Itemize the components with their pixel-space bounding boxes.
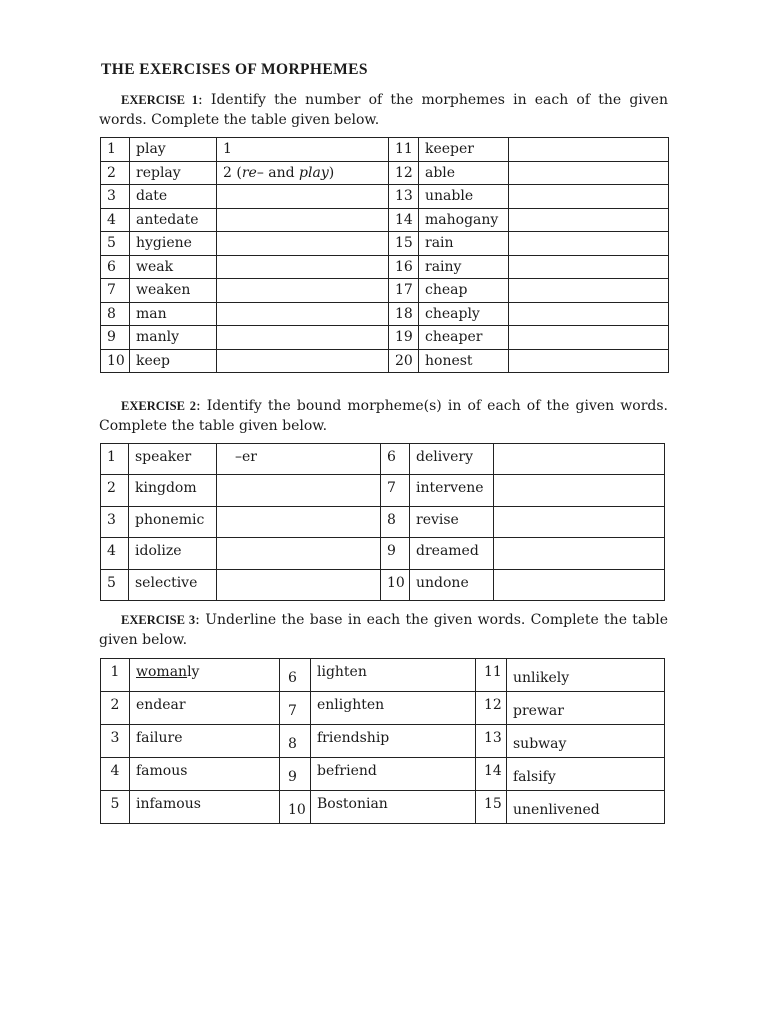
- row-number: 17: [389, 279, 419, 303]
- page-title: THE EXERCISES OF MORPHEMES: [101, 61, 368, 78]
- answer-cell: [494, 569, 665, 600]
- answer-cell: [509, 326, 669, 350]
- row-number: 4: [101, 758, 130, 791]
- exercise1-table: [100, 137, 669, 373]
- row-number: 16: [389, 255, 419, 279]
- word-cell: replay: [130, 161, 217, 185]
- word-cell: dreamed: [410, 538, 494, 569]
- answer-text: ): [328, 164, 335, 181]
- row-number: 7: [101, 279, 130, 303]
- word-cell: lighten: [311, 659, 476, 692]
- row-number: 20: [389, 349, 419, 373]
- answer-cell: [509, 161, 669, 185]
- answer-cell: [509, 279, 669, 303]
- row-number: 11: [389, 138, 419, 162]
- row-number: 5: [101, 569, 129, 600]
- table-row: [101, 232, 669, 256]
- row-number: 6: [101, 255, 130, 279]
- row-number: 8: [101, 302, 130, 326]
- row-number: 7: [280, 692, 311, 725]
- table-row: [101, 506, 665, 537]
- row-number: 10: [381, 569, 410, 600]
- answer-morpheme: re: [241, 164, 257, 181]
- row-number: 6: [280, 659, 311, 692]
- word-cell: enlighten: [311, 692, 476, 725]
- word-cell: failure: [130, 725, 280, 758]
- word-cell: revise: [410, 506, 494, 537]
- word-cell: speaker: [129, 444, 217, 475]
- word-cell: cheaply: [419, 302, 509, 326]
- row-number: 13: [389, 185, 419, 209]
- word-cell: keep: [130, 349, 217, 373]
- table-row: [101, 208, 669, 232]
- word-cell: falsify: [507, 758, 665, 791]
- row-number: 2: [101, 161, 130, 185]
- exercise3-instruction: [99, 610, 668, 650]
- table-row: [101, 692, 665, 725]
- table-row: [101, 349, 669, 373]
- word-cell: intervene: [410, 475, 494, 506]
- row-number: 2: [101, 692, 130, 725]
- word-cell: selective: [129, 569, 217, 600]
- answer-cell: [494, 538, 665, 569]
- word-cell: man: [130, 302, 217, 326]
- answer-cell: [509, 208, 669, 232]
- table-row: [101, 138, 669, 162]
- word-cell: prewar: [507, 692, 665, 725]
- row-number: 14: [389, 208, 419, 232]
- word-cell: delivery: [410, 444, 494, 475]
- row-number: 3: [101, 506, 129, 537]
- row-number: 4: [101, 538, 129, 569]
- row-number: 7: [381, 475, 410, 506]
- word-cell: able: [419, 161, 509, 185]
- exercise3-table: [100, 658, 665, 824]
- row-number: 1: [101, 138, 130, 162]
- word-cell: phonemic: [129, 506, 217, 537]
- answer-cell: [217, 475, 381, 506]
- answer-cell: [217, 255, 389, 279]
- answer-cell: [509, 232, 669, 256]
- answer-cell: [509, 349, 669, 373]
- word-suffix: ly: [187, 664, 200, 680]
- word-cell: friendship: [311, 725, 476, 758]
- answer-cell: [494, 506, 665, 537]
- word-cell: keeper: [419, 138, 509, 162]
- row-number: 14: [476, 758, 507, 791]
- exercise2-instruction: [99, 396, 668, 436]
- exercise1-label: EXERCISE 1: [121, 93, 199, 107]
- table-row: [101, 758, 665, 791]
- word-cell: undone: [410, 569, 494, 600]
- word-cell: weaken: [130, 279, 217, 303]
- row-number: 3: [101, 185, 130, 209]
- exercise3-label: EXERCISE 3: [121, 613, 196, 627]
- answer-count: 2 (: [223, 164, 242, 181]
- answer-cell: [217, 185, 389, 209]
- row-number: 11: [476, 659, 507, 692]
- answer-cell: [217, 161, 389, 185]
- answer-cell: 1: [217, 138, 389, 162]
- word-cell: unable: [419, 185, 509, 209]
- answer-cell: [509, 255, 669, 279]
- answer-cell: [217, 569, 381, 600]
- word-cell: cheaper: [419, 326, 509, 350]
- table-row: [101, 725, 665, 758]
- exercise3-text: : Underline the base in each the given words. Complete the table given below.: [99, 612, 668, 648]
- row-number: 9: [280, 758, 311, 791]
- answer-cell: [494, 475, 665, 506]
- word-cell: play: [130, 138, 217, 162]
- word-cell: [130, 659, 280, 692]
- table-row: [101, 255, 669, 279]
- row-number: 3: [101, 725, 130, 758]
- row-number: 8: [280, 725, 311, 758]
- row-number: 12: [389, 161, 419, 185]
- answer-cell: [217, 208, 389, 232]
- table-row: [101, 659, 665, 692]
- row-number: 8: [381, 506, 410, 537]
- answer-cell: [217, 279, 389, 303]
- answer-cell: [217, 506, 381, 537]
- answer-cell: [509, 185, 669, 209]
- word-cell: hygiene: [130, 232, 217, 256]
- word-cell: kingdom: [129, 475, 217, 506]
- answer-cell: [217, 326, 389, 350]
- row-number: 6: [381, 444, 410, 475]
- word-cell: unlikely: [507, 659, 665, 692]
- answer-cell: –er: [217, 444, 381, 475]
- word-cell: honest: [419, 349, 509, 373]
- table-row: [101, 538, 665, 569]
- answer-cell: [509, 138, 669, 162]
- word-cell: infamous: [130, 791, 280, 824]
- table-row: [101, 791, 665, 824]
- row-number: 12: [476, 692, 507, 725]
- row-number: 19: [389, 326, 419, 350]
- word-cell: cheap: [419, 279, 509, 303]
- table-row: [101, 302, 669, 326]
- row-number: 15: [476, 791, 507, 824]
- table-row: [101, 326, 669, 350]
- row-number: 5: [101, 791, 130, 824]
- answer-morpheme: play: [299, 164, 329, 181]
- word-cell: rain: [419, 232, 509, 256]
- row-number: 13: [476, 725, 507, 758]
- row-number: 10: [280, 791, 311, 824]
- word-cell: antedate: [130, 208, 217, 232]
- exercise1-text: : Identify the number of the morphemes in each of the given words. Complete the table given below.: [99, 92, 668, 128]
- table-row: [101, 185, 669, 209]
- row-number: 10: [101, 349, 130, 373]
- exercise2-table: [100, 443, 665, 601]
- table-row: [101, 279, 669, 303]
- answer-cell: [509, 302, 669, 326]
- answer-cell: [217, 232, 389, 256]
- word-cell: idolize: [129, 538, 217, 569]
- word-cell: famous: [130, 758, 280, 791]
- exercise2-text: : Identify the bound morpheme(s) in of each of the given words. Complete the table given below.: [99, 398, 668, 434]
- word-cell: mahogany: [419, 208, 509, 232]
- row-number: 1: [101, 659, 130, 692]
- word-cell: weak: [130, 255, 217, 279]
- word-cell: manly: [130, 326, 217, 350]
- row-number: 2: [101, 475, 129, 506]
- table-row: [101, 569, 665, 600]
- row-number: 4: [101, 208, 130, 232]
- word-cell: subway: [507, 725, 665, 758]
- word-cell: unenlivened: [507, 791, 665, 824]
- word-cell: befriend: [311, 758, 476, 791]
- answer-cell: [217, 349, 389, 373]
- table-row: [101, 161, 669, 185]
- table-row: [101, 444, 665, 475]
- underlined-base: woman: [136, 664, 188, 680]
- answer-text: – and: [256, 164, 300, 181]
- table-row: [101, 475, 665, 506]
- row-number: 1: [101, 444, 129, 475]
- word-cell: date: [130, 185, 217, 209]
- row-number: 5: [101, 232, 130, 256]
- row-number: 9: [381, 538, 410, 569]
- answer-cell: [494, 444, 665, 475]
- exercise1-instruction: [99, 90, 668, 130]
- answer-cell: [217, 538, 381, 569]
- word-cell: endear: [130, 692, 280, 725]
- word-cell: Bostonian: [311, 791, 476, 824]
- answer-cell: [217, 302, 389, 326]
- row-number: 18: [389, 302, 419, 326]
- row-number: 9: [101, 326, 130, 350]
- word-cell: rainy: [419, 255, 509, 279]
- exercise2-label: EXERCISE 2: [121, 399, 196, 413]
- row-number: 15: [389, 232, 419, 256]
